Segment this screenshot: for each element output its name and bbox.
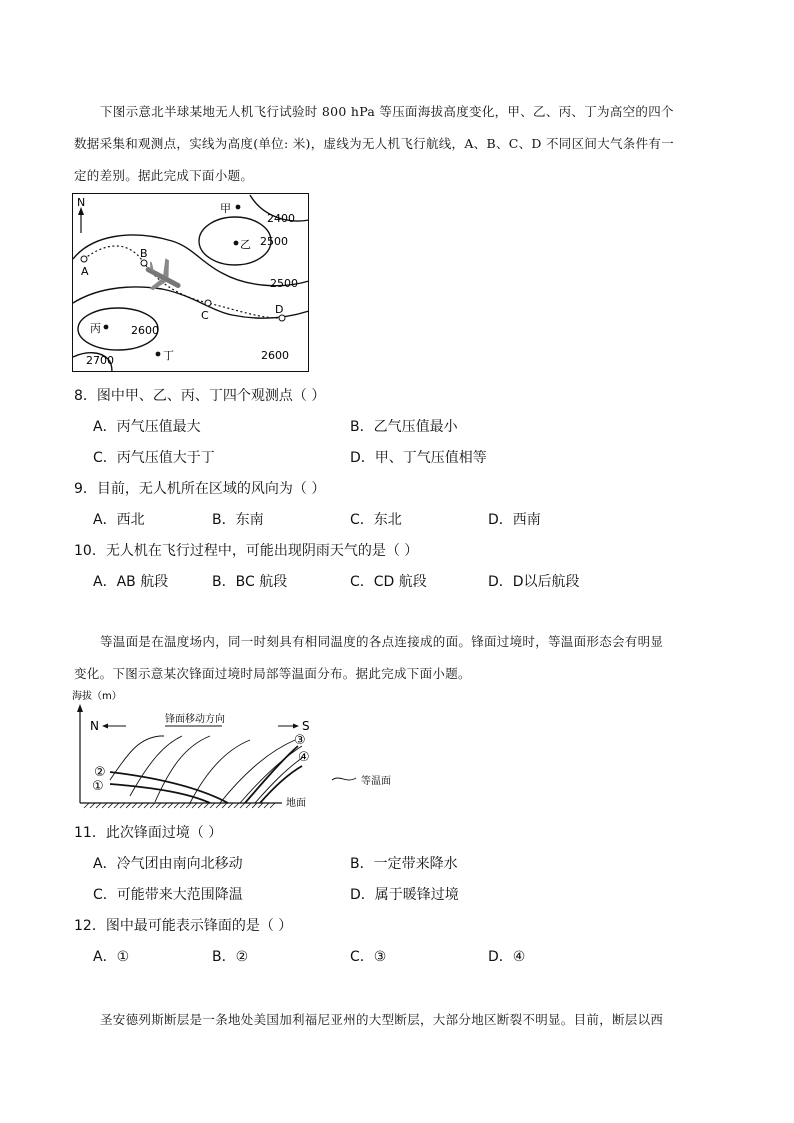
legend-label: 等温面	[361, 776, 391, 787]
north-label: N	[77, 196, 86, 209]
intro-1-line-2: 数据采集和观测点，实线为高度(单位: 米)，虚线为无人机飞行航线，A、B、C、D 不同区间大气条件有一	[74, 136, 675, 151]
question-11-option-d[interactable]: D．属于暖锋过境	[350, 887, 459, 903]
intro-paragraph-2	[74, 626, 724, 690]
question-9-option-a[interactable]: A．西北	[93, 512, 145, 528]
point-bing-label: 丙	[90, 322, 101, 335]
point-a-marker	[81, 256, 87, 262]
south-label-diagram: S	[302, 719, 310, 733]
question-8-stem: 8．图中甲、乙、丙、丁四个观测点（ ）	[74, 388, 326, 404]
point-jia-dot	[236, 205, 241, 210]
question-11-option-b[interactable]: B．一定带来降水	[350, 856, 458, 872]
intro-2-line-1: 等温面是在温度场内，同一时刻具有相同温度的各点连接成的面。锋面过境时，等温面形态会有明显	[100, 634, 664, 649]
ground-label: 地面	[286, 798, 306, 809]
point-yi-dot	[234, 241, 239, 246]
contour-label-2700: 2700	[86, 354, 114, 367]
question-10-stem: 10．无人机在飞行过程中，可能出现阴雨天气的是（ ）	[74, 543, 419, 559]
curve-2	[110, 772, 228, 803]
isotherm-front-diagram	[70, 688, 400, 812]
y-axis-arrow-icon	[77, 704, 83, 712]
question-11-stem: 11．此次锋面过境（ ）	[74, 825, 223, 841]
question-12-option-c[interactable]: C．③	[350, 949, 387, 965]
question-9-option-b[interactable]: B．东南	[212, 512, 264, 528]
point-a-label: A	[81, 265, 89, 278]
front-direction-label: 锋面移动方向	[165, 714, 225, 725]
question-12-option-d[interactable]: D．④	[488, 949, 526, 965]
intro-1-line-1: 下图示意北半球某地无人机飞行试验时 800 hPa 等压面海拔高度变化，甲、乙、丙、丁为高空的四个	[100, 104, 674, 119]
label-circle-2: ②	[94, 765, 106, 780]
label-circle-4: ④	[298, 750, 310, 765]
point-c-marker	[205, 300, 211, 306]
question-8-option-a[interactable]: A．丙气压值最大	[93, 419, 201, 435]
intro-2-line-2: 变化。下图示意某次锋面过境时局部等温面分布。据此完成下面小题。	[74, 666, 471, 681]
question-8-option-d[interactable]: D．甲、丁气压值相等	[350, 450, 487, 466]
question-12-stem: 12．图中最可能表示锋面的是（ ）	[74, 918, 293, 934]
question-12-option-a[interactable]: A．①	[93, 949, 130, 965]
isotherm-line-4	[190, 740, 250, 803]
contour-label-2400: 2400	[267, 212, 295, 225]
point-b-label: B	[140, 247, 148, 260]
question-12-option-b[interactable]: B．②	[212, 949, 249, 965]
isotherm-line-5	[220, 740, 295, 803]
point-ding-dot	[156, 352, 161, 357]
y-axis-label: 海拔（m）	[72, 691, 122, 702]
north-label-diagram: N	[90, 719, 99, 733]
intro-paragraph-3	[74, 1004, 724, 1036]
isobaric-height-map	[72, 193, 310, 373]
question-9-option-c[interactable]: C．东北	[350, 512, 402, 528]
contour-label-2600-a: 2600	[131, 324, 159, 337]
question-10-option-b[interactable]: B．BC 航段	[212, 574, 288, 590]
question-10-option-d[interactable]: D．D以后航段	[488, 574, 580, 590]
point-c-label: C	[201, 309, 209, 322]
question-9-option-d[interactable]: D．西南	[488, 512, 541, 528]
question-10-option-c[interactable]: C．CD 航段	[350, 574, 427, 590]
point-b-marker	[141, 260, 147, 266]
question-8-option-b[interactable]: B．乙气压值最小	[350, 419, 458, 435]
question-8-option-c[interactable]: C．丙气压值大于丁	[93, 450, 215, 466]
contour-label-2500-b: 2500	[270, 277, 298, 290]
question-11-option-a[interactable]: A．冷气团由南向北移动	[93, 856, 243, 872]
question-9-stem: 9．目前，无人机所在区域的风向为（ ）	[74, 481, 326, 497]
point-d-label: D	[275, 303, 284, 316]
question-10-option-a[interactable]: A．AB 航段	[93, 574, 169, 590]
contour-label-2500-a: 2500	[260, 235, 288, 248]
legend-isotherm-icon	[332, 778, 356, 780]
point-ding-label: 丁	[163, 349, 174, 362]
point-yi-label: 乙	[240, 238, 251, 251]
intro-paragraph-1	[74, 96, 724, 192]
point-bing-dot	[104, 325, 109, 330]
label-circle-1: ①	[92, 779, 104, 794]
intro-1-line-3: 定的差别。据此完成下面小题。	[74, 168, 254, 183]
south-arrow-icon	[293, 724, 299, 729]
label-circle-3: ③	[294, 733, 306, 748]
intro-3-line-1: 圣安德列斯断层是一条地处美国加利福尼亚州的大型断层，大部分地区断裂不明显。目前，断层以西	[100, 1012, 664, 1027]
point-jia-label: 甲	[220, 202, 231, 215]
north-arrow-icon	[102, 724, 108, 729]
ground-hatch	[84, 803, 275, 808]
question-11-option-c[interactable]: C．可能带来大范围降温	[93, 887, 243, 903]
contour-label-2600-b: 2600	[261, 349, 289, 362]
